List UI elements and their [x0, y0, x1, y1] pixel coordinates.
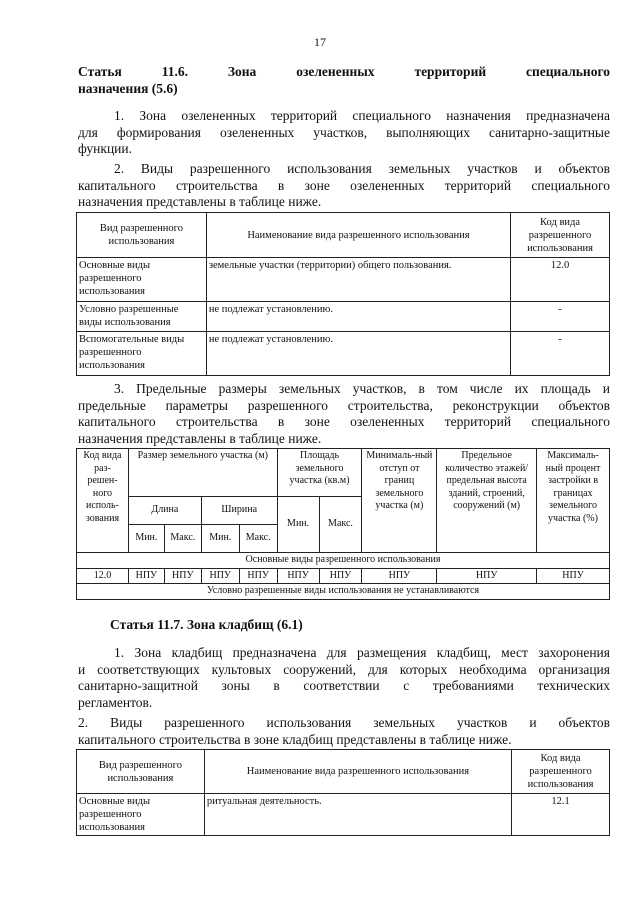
article-11-7-paragraph-1 — [78, 645, 610, 711]
table-cell: земельные участки (территории) общего пользования. — [206, 258, 510, 302]
table-cell: - — [511, 302, 610, 332]
text-line: капитального строительства в зоне кладбищ представлены в таблице ниже. — [78, 731, 512, 747]
article-11-6-paragraph-2 — [78, 161, 610, 211]
header-cell: Макс. — [239, 525, 277, 553]
table-cell: Вспомогательные виды разрешенного использования — [77, 332, 207, 376]
header-cell: Мин. — [201, 525, 239, 553]
header-cell: Код вида раз-решен-ного исполь-зования — [77, 449, 129, 553]
text-line: назначения представлены в таблице ниже. — [78, 194, 322, 209]
article-11-7-paragraph-2 — [78, 715, 610, 748]
heading-word: Статья — [78, 64, 122, 79]
header-cell: Предельное количество этажей/ предельная высота зданий, строений, сооружений (м) — [437, 449, 537, 553]
table-cell: не подлежат установлению. — [206, 302, 510, 332]
table-cell: НПУ — [201, 568, 239, 584]
text-line: санитарно-защитной зоны в соответствии с требованиями технических — [78, 678, 610, 693]
table-cell: НПУ — [164, 568, 201, 584]
page-number: 17 — [314, 35, 326, 49]
parameters-table-11-6 — [76, 448, 610, 600]
text-line: для формирования озелененных участков, выполняющих санитарно-защитные — [78, 124, 610, 140]
heading-word: озелененных — [296, 64, 375, 79]
article-11-6-paragraph-3 — [78, 381, 610, 447]
header-cell: Наименование вида разрешенного использования — [204, 750, 511, 794]
heading-word: Зона — [227, 64, 257, 79]
header-cell: Вид разрешенного использования — [77, 213, 207, 258]
heading-word: специального — [526, 64, 610, 79]
table-cell: НПУ — [437, 568, 537, 584]
header-cell: Длина — [128, 497, 201, 525]
table-cell: НПУ — [128, 568, 164, 584]
header-cell: Макс. — [164, 525, 201, 553]
text-line: 1. Зона озелененных территорий специального назначения предназначена — [114, 108, 610, 123]
header-cell: Вид разрешенного использования — [77, 750, 205, 794]
permitted-use-table-11-7 — [76, 749, 610, 836]
article-11-7-heading: Статья 11.7. Зона кладбищ (6.1) — [110, 617, 303, 632]
table-cell: НПУ — [277, 568, 319, 584]
table-cell: НПУ — [239, 568, 277, 584]
heading-line-2: назначения (5.6) — [78, 81, 178, 96]
text-line: и соответствующих культовых сооружений, для которых необходима организация — [78, 661, 610, 677]
article-11-6-heading — [78, 63, 610, 97]
table-cell: Условно разрешенные виды использования — [77, 302, 207, 332]
table-cell: НПУ — [319, 568, 362, 584]
text-line: 1. Зона кладбищ предназначена для размещения кладбищ, мест захоронения — [114, 645, 610, 660]
permitted-use-table-11-6 — [76, 212, 610, 376]
header-cell: Мин. — [128, 525, 164, 553]
header-cell: Ширина — [201, 497, 277, 525]
header-cell: Наименование вида разрешенного использования — [206, 213, 510, 258]
table-cell: Основные виды разрешенного использования — [77, 258, 207, 302]
article-11-6-paragraph-1 — [78, 108, 610, 158]
text-line: 2. Виды разрешенного использования земельных участков и объектов — [78, 715, 610, 730]
text-line: 2. Виды разрешенного использования земельных участков и объектов — [114, 161, 610, 176]
header-cell: Площадь земельного участка (кв.м) — [277, 449, 362, 497]
header-cell: Код вида разрешенного использования — [511, 213, 610, 258]
header-cell: Макс. — [319, 497, 362, 553]
table-cell: ритуальная деятельность. — [204, 794, 511, 836]
text-line: функции. — [78, 141, 132, 156]
table-cell: не подлежат установлению. — [206, 332, 510, 376]
section-row: Условно разрешенные виды использования не устанавливаются — [77, 584, 610, 600]
header-cell: Код вида разрешенного использования — [512, 750, 610, 794]
table-cell: 12.1 — [512, 794, 610, 836]
header-cell: Мин. — [277, 497, 319, 553]
table-cell: НПУ — [362, 568, 437, 584]
text-line: капитального строительства в зоне озелененных территорий специального — [78, 414, 610, 429]
text-line: регламентов. — [78, 694, 153, 710]
table-cell: НПУ — [537, 568, 610, 584]
table-cell: 12.0 — [77, 568, 129, 584]
header-cell: Максималь-ный процент застройки в границах земельного участка (%) — [537, 449, 610, 553]
text-line: назначения представлены в таблице ниже. — [78, 430, 322, 446]
table-cell: - — [511, 332, 610, 376]
table-cell: 12.0 — [511, 258, 610, 302]
text-line: капитального строительства в зоне озелененных территорий специального — [78, 177, 610, 193]
header-cell: Минималь-ный отступ от границ земельного участка (м) — [362, 449, 437, 553]
text-line: 3. Предельные размеры земельных участков, в том числе их площадь и — [114, 381, 610, 396]
text-line: предельные параметры разрешенного строительства, реконструкции объектов — [78, 397, 610, 413]
section-row: Основные виды разрешенного использования — [77, 553, 610, 569]
header-cell: Размер земельного участка (м) — [128, 449, 277, 497]
heading-word: 11.6. — [161, 64, 188, 79]
table-cell: Основные виды разрешенного использования — [77, 794, 205, 836]
heading-word: территорий — [414, 64, 487, 79]
